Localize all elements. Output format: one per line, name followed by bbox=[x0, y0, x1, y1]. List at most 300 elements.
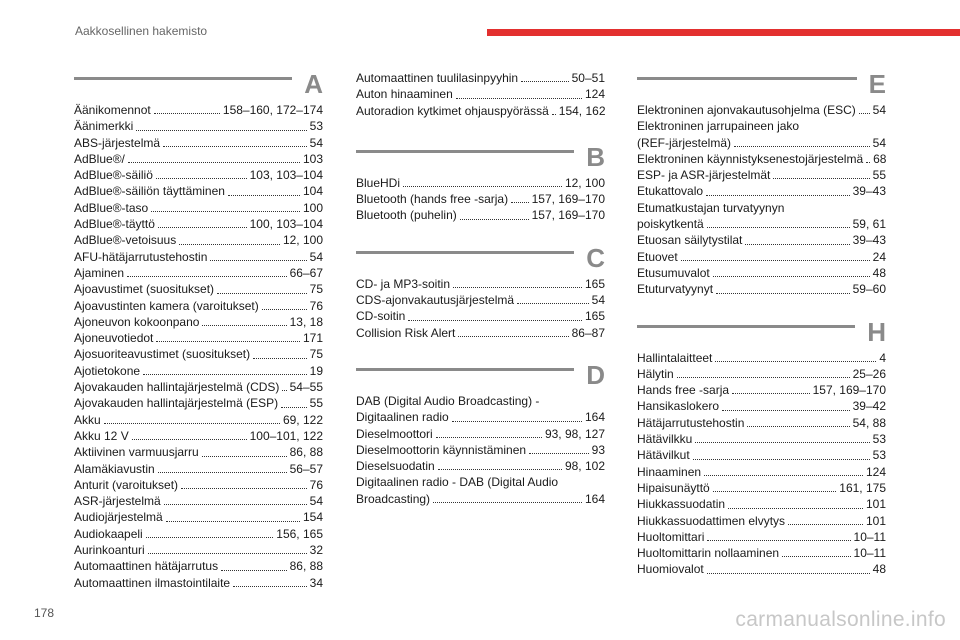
dot-leader bbox=[706, 195, 850, 196]
index-entry-term: Etukattovalo bbox=[637, 184, 704, 199]
index-entry-pages: 154, 162 bbox=[558, 103, 606, 118]
index-entry bbox=[74, 509, 323, 525]
index-entry-pages: 54 bbox=[591, 293, 605, 308]
index-entry-pages: 54 bbox=[309, 249, 323, 264]
index-entry-pages: 54 bbox=[309, 135, 323, 150]
index-entry-term: Ajaminen bbox=[74, 265, 125, 280]
index-entry-term: poiskytkentä bbox=[637, 217, 704, 232]
index-entry bbox=[637, 513, 886, 529]
index-column bbox=[356, 70, 605, 527]
index-entry-row bbox=[74, 249, 323, 265]
index-entry-term: Hipaisunäyttö bbox=[637, 480, 710, 495]
index-entry bbox=[74, 363, 323, 379]
index-entry-pages: 54 bbox=[309, 494, 323, 509]
dot-leader bbox=[253, 358, 307, 359]
index-entry-pages: 68 bbox=[873, 151, 887, 166]
section-heading bbox=[356, 143, 605, 174]
index-entry bbox=[74, 526, 323, 542]
index-entry-term: Bluetooth (puhelin) bbox=[356, 208, 457, 223]
index-section bbox=[356, 70, 605, 119]
index-entry-row bbox=[356, 276, 605, 292]
index-entry-pages: 12, 100 bbox=[564, 175, 605, 190]
index-entry-row bbox=[356, 491, 605, 507]
dot-leader bbox=[127, 276, 287, 277]
index-entry-term: Auton hinaaminen bbox=[356, 87, 453, 102]
index-entry-row bbox=[74, 346, 323, 362]
index-entry bbox=[637, 480, 886, 496]
index-entry-pages: 86–87 bbox=[571, 325, 605, 340]
index-entry-pages: 104 bbox=[302, 184, 323, 199]
index-entry-row bbox=[637, 480, 886, 496]
index-entry bbox=[74, 330, 323, 346]
index-entry-term: Hätäjarrutustehostin bbox=[637, 415, 745, 430]
index-entry-row bbox=[356, 442, 605, 458]
index-entry-row bbox=[74, 232, 323, 248]
dot-leader bbox=[517, 303, 589, 304]
index-entry-pages: 86, 88 bbox=[289, 559, 323, 574]
index-section bbox=[637, 318, 886, 578]
index-entry-row bbox=[637, 496, 886, 512]
index-entry-row bbox=[637, 167, 886, 183]
index-entry-row bbox=[74, 183, 323, 199]
dot-leader bbox=[728, 508, 863, 509]
index-entry-row bbox=[356, 175, 605, 191]
section-rule bbox=[74, 77, 292, 80]
index-entry-pages: 103 bbox=[302, 151, 323, 166]
index-entry-term: Alamäkiavustin bbox=[74, 461, 155, 476]
index-entry-row bbox=[637, 216, 886, 232]
index-entry-pages: 32 bbox=[309, 543, 323, 558]
index-entry-pages: 75 bbox=[309, 347, 323, 362]
index-entry-term: Digitaalinen radio bbox=[356, 410, 449, 425]
section-heading bbox=[74, 70, 323, 101]
index-entry-row bbox=[637, 232, 886, 248]
index-entry-term: AdBlue®/ bbox=[74, 151, 125, 166]
index-entry bbox=[74, 542, 323, 558]
index-entry-row bbox=[74, 477, 323, 493]
index-entry-pages: 54, 88 bbox=[852, 415, 886, 430]
index-entry bbox=[356, 70, 605, 86]
index-entry bbox=[637, 398, 886, 414]
index-entry-row bbox=[637, 249, 886, 265]
index-entry-row bbox=[356, 70, 605, 86]
index-entry-term: AdBlue®-taso bbox=[74, 200, 149, 215]
dot-leader bbox=[715, 361, 876, 362]
dot-leader bbox=[202, 456, 287, 457]
index-entry-term: Huoltomittari bbox=[637, 529, 705, 544]
index-entry-term: Ajoneuvotiedot bbox=[74, 331, 154, 346]
index-entry-pages: 66–67 bbox=[289, 265, 323, 280]
index-entry-term: Hallintalaitteet bbox=[637, 350, 713, 365]
index-entry bbox=[74, 200, 323, 216]
index-entry-row bbox=[637, 350, 886, 366]
index-entry-row bbox=[637, 183, 886, 199]
dot-leader bbox=[163, 146, 307, 147]
index-entry-term: Akku 12 V bbox=[74, 428, 129, 443]
dot-leader bbox=[681, 260, 870, 261]
index-entry-term: Ajosuoriteavustimet (suositukset) bbox=[74, 347, 251, 362]
index-entry-term: Dieselsuodatin bbox=[356, 459, 435, 474]
dot-leader bbox=[202, 325, 286, 326]
dot-leader bbox=[217, 293, 307, 294]
index-entry-row bbox=[356, 103, 605, 119]
index-entry-term: Hinaaminen bbox=[637, 464, 702, 479]
index-entry-term: Etuosan säilytystilat bbox=[637, 233, 743, 248]
dot-leader bbox=[166, 521, 300, 522]
dot-leader bbox=[732, 393, 810, 394]
index-entry-pages: 76 bbox=[309, 298, 323, 313]
dot-leader bbox=[156, 178, 247, 179]
dot-leader bbox=[677, 377, 850, 378]
index-entry-row bbox=[637, 281, 886, 297]
index-entry-term: Etuturvatyynyt bbox=[637, 282, 714, 297]
header-accent-bar bbox=[487, 29, 960, 36]
index-entry-row bbox=[74, 314, 323, 330]
index-entry bbox=[637, 350, 886, 366]
index-entry bbox=[74, 135, 323, 151]
index-entry-row bbox=[74, 167, 323, 183]
index-entry bbox=[356, 103, 605, 119]
index-entry-row bbox=[74, 509, 323, 525]
index-entry bbox=[637, 118, 886, 151]
section-rule bbox=[637, 325, 855, 328]
index-entry bbox=[74, 477, 323, 493]
index-entry-term: Hätävilkut bbox=[637, 448, 690, 463]
dot-leader bbox=[158, 227, 247, 228]
index-entry bbox=[356, 86, 605, 102]
watermark: carmanualsonline.info bbox=[735, 608, 946, 631]
dot-leader bbox=[747, 426, 849, 427]
dot-leader bbox=[403, 186, 562, 187]
dot-leader bbox=[707, 227, 850, 228]
index-section bbox=[356, 244, 605, 341]
index-entry bbox=[74, 575, 323, 591]
index-entry bbox=[356, 458, 605, 474]
index-entry-row bbox=[637, 529, 886, 545]
index-entry-row bbox=[356, 325, 605, 341]
index-entry bbox=[637, 366, 886, 382]
index-entry bbox=[74, 281, 323, 297]
index-entry-term: Autoradion kytkimet ohjauspyörässä bbox=[356, 103, 549, 118]
index-entry-pages: 171 bbox=[302, 331, 323, 346]
index-entry-pages: 54 bbox=[872, 135, 886, 150]
index-entry-pages: 86, 88 bbox=[289, 445, 323, 460]
index-entry-row bbox=[637, 513, 886, 529]
dot-leader bbox=[707, 573, 870, 574]
section-rule bbox=[356, 251, 574, 254]
index-entry-term: Collision Risk Alert bbox=[356, 325, 456, 340]
index-entry bbox=[637, 151, 886, 167]
index-entry bbox=[637, 265, 886, 281]
index-entry bbox=[637, 545, 886, 561]
index-section bbox=[356, 361, 605, 507]
dot-leader bbox=[179, 244, 280, 245]
dot-leader bbox=[281, 407, 307, 408]
index-entry-row bbox=[74, 118, 323, 134]
dot-leader bbox=[782, 556, 850, 557]
dot-leader bbox=[453, 287, 582, 288]
dot-leader bbox=[866, 162, 870, 163]
dot-leader bbox=[511, 202, 529, 203]
index-entry-term: Ajotietokone bbox=[74, 363, 141, 378]
index-entry-pages: 19 bbox=[309, 363, 323, 378]
index-entry-term: Äänimerkki bbox=[74, 119, 134, 134]
index-column bbox=[637, 70, 886, 598]
index-entry-term: Akku bbox=[74, 412, 101, 427]
index-entry-pages: 165 bbox=[584, 309, 605, 324]
index-entry-term: BlueHDi bbox=[356, 175, 401, 190]
index-entry bbox=[637, 431, 886, 447]
index-entry-term: AdBlue®-säiliö bbox=[74, 168, 153, 183]
index-entry-pages: 59–60 bbox=[852, 282, 886, 297]
dot-leader bbox=[151, 211, 300, 212]
index-entry bbox=[356, 191, 605, 207]
index-entry-term: CDS-ajonvakautusjärjestelmä bbox=[356, 293, 515, 308]
index-entry-term: Äänikomennot bbox=[74, 103, 151, 117]
index-entry-row bbox=[74, 542, 323, 558]
index-entry-pages: 55 bbox=[309, 396, 323, 411]
index-entry-pages: 54 bbox=[872, 103, 886, 117]
dot-leader bbox=[713, 276, 870, 277]
index-entry-term: Aurinkoanturi bbox=[74, 543, 145, 558]
index-entry-pages: 93, 98, 127 bbox=[544, 426, 605, 441]
index-entry bbox=[74, 102, 323, 118]
index-entry bbox=[356, 474, 605, 507]
dot-leader bbox=[154, 113, 220, 114]
index-entry-pages: 93 bbox=[591, 442, 605, 457]
index-entry-pages: 55 bbox=[872, 168, 886, 183]
index-entry-row bbox=[74, 412, 323, 428]
index-section bbox=[356, 143, 605, 224]
index-entry-pages: 75 bbox=[309, 282, 323, 297]
index-entry-term: Etusumuvalot bbox=[637, 265, 710, 280]
index-section bbox=[637, 70, 886, 298]
index-entry bbox=[356, 308, 605, 324]
index-entry-pages: 10–11 bbox=[853, 529, 886, 544]
index-entry-term: Audiojärjestelmä bbox=[74, 510, 163, 525]
index-entry-term: Broadcasting) bbox=[356, 491, 431, 506]
section-rule bbox=[637, 77, 857, 80]
index-entry bbox=[637, 529, 886, 545]
index-entry-row bbox=[74, 265, 323, 281]
index-entry-term: Ajoavustinten kamera (varoitukset) bbox=[74, 298, 259, 313]
dot-leader bbox=[104, 423, 280, 424]
index-entry-row bbox=[637, 102, 886, 118]
dot-leader bbox=[233, 586, 307, 587]
index-entry-term: Elektroninen ajonvakautusohjelma (ESC) bbox=[637, 103, 856, 117]
index-entry bbox=[637, 415, 886, 431]
dot-leader bbox=[282, 390, 286, 391]
index-section bbox=[74, 70, 323, 591]
dot-leader bbox=[788, 524, 863, 525]
index-entry bbox=[74, 298, 323, 314]
dot-leader bbox=[458, 336, 568, 337]
index-entry-row bbox=[74, 379, 323, 395]
dot-leader bbox=[456, 98, 582, 99]
index-entry-row bbox=[74, 281, 323, 297]
index-entry-pages: 164 bbox=[584, 410, 605, 425]
index-entry-row bbox=[74, 428, 323, 444]
index-entry-term: ASR-järjestelmä bbox=[74, 494, 161, 509]
index-entry-row bbox=[356, 292, 605, 308]
index-entry-row bbox=[74, 395, 323, 411]
section-letter: B bbox=[586, 141, 605, 172]
dot-leader bbox=[438, 469, 562, 470]
index-entry-term: Hälytin bbox=[637, 366, 674, 381]
dot-leader bbox=[460, 219, 529, 220]
index-entry-term: Anturit (varoitukset) bbox=[74, 477, 179, 492]
index-entry bbox=[356, 325, 605, 341]
index-entry-term: AdBlue®-täyttö bbox=[74, 217, 155, 232]
index-entry-term: AdBlue®-säiliön täyttäminen bbox=[74, 184, 225, 199]
index-entry-term: Elektroninen käynnistyksenestojärjestelmä bbox=[637, 151, 864, 166]
dot-leader bbox=[745, 244, 849, 245]
index-entry-pages: 48 bbox=[872, 562, 886, 577]
index-entry bbox=[637, 561, 886, 577]
index-entry-term: CD- ja MP3-soitin bbox=[356, 276, 451, 291]
section-letter: E bbox=[868, 69, 886, 99]
index-entry-row bbox=[74, 330, 323, 346]
index-entry-term-line: Etumatkustajan turvatyynyn bbox=[637, 200, 785, 215]
index-entry-row bbox=[74, 135, 323, 151]
index-entry-row bbox=[356, 458, 605, 474]
index-entry-pages: 157, 169–170 bbox=[531, 208, 605, 223]
index-entry-row bbox=[637, 398, 886, 414]
index-entry-term: Huomiovalot bbox=[637, 562, 704, 577]
index-entry-row bbox=[74, 526, 323, 542]
index-entry bbox=[637, 382, 886, 398]
dot-leader bbox=[228, 195, 300, 196]
index-entry bbox=[637, 200, 886, 233]
index-entry-term: Dieselmoottori bbox=[356, 426, 433, 441]
index-entry bbox=[356, 393, 605, 426]
index-entry bbox=[74, 314, 323, 330]
index-entry-pages: 100, 103–104 bbox=[249, 217, 323, 232]
index-entry-term: CD-soitin bbox=[356, 309, 406, 324]
index-entry-pages: 53 bbox=[872, 448, 886, 463]
index-entry-term: Audiokaapeli bbox=[74, 526, 143, 541]
index-entry-term: Automaattinen tuulilasinpyyhin bbox=[356, 71, 519, 85]
index-entry-pages: 48 bbox=[872, 265, 886, 280]
index-entry-term: Huoltomittarin nollaaminen bbox=[637, 546, 780, 561]
index-entry bbox=[74, 183, 323, 199]
index-entry bbox=[74, 444, 323, 460]
dot-leader bbox=[221, 570, 287, 571]
index-entry-pages: 69, 122 bbox=[282, 412, 323, 427]
index-entry bbox=[637, 447, 886, 463]
index-entry-row bbox=[637, 382, 886, 398]
index-entry bbox=[74, 395, 323, 411]
index-entry-pages: 158–160, 172–174 bbox=[222, 103, 323, 117]
index-entry-term: Hansikaslokero bbox=[637, 399, 720, 414]
index-entry bbox=[74, 265, 323, 281]
section-heading bbox=[356, 244, 605, 275]
index-entry bbox=[74, 558, 323, 574]
section-heading bbox=[637, 318, 886, 349]
index-entry bbox=[74, 249, 323, 265]
dot-leader bbox=[521, 81, 569, 82]
index-entry-term: Automaattinen hätäjarrutus bbox=[74, 559, 219, 574]
dot-leader bbox=[262, 309, 307, 310]
index-entry bbox=[637, 464, 886, 480]
index-entry-pages: 124 bbox=[865, 464, 886, 479]
index-entry-pages: 12, 100 bbox=[282, 233, 323, 248]
index-entry bbox=[356, 426, 605, 442]
index-entry bbox=[637, 167, 886, 183]
index-entry-pages: 25–26 bbox=[852, 366, 886, 381]
index-entry-term: Hiukkassuodatin bbox=[637, 497, 726, 512]
index-entry-row bbox=[74, 493, 323, 509]
index-entry-term: Automaattinen ilmastointilaite bbox=[74, 575, 231, 590]
index-entry bbox=[356, 175, 605, 191]
index-entry bbox=[637, 102, 886, 118]
section-letter: A bbox=[304, 69, 323, 99]
index-entry-term-line: Elektroninen jarrupaineen jako bbox=[637, 119, 800, 134]
index-entry-row bbox=[356, 426, 605, 442]
dot-leader bbox=[158, 472, 287, 473]
dot-leader bbox=[146, 537, 274, 538]
dot-leader bbox=[722, 410, 850, 411]
index-entry-pages: 98, 102 bbox=[564, 459, 605, 474]
index-entry-row bbox=[637, 545, 886, 561]
index-entry-pages: 59, 61 bbox=[852, 217, 886, 232]
index-entry-term: Dieselmoottorin käynnistäminen bbox=[356, 442, 527, 457]
index-entry-term: Bluetooth (hands free -sarja) bbox=[356, 192, 509, 207]
index-entry bbox=[356, 442, 605, 458]
index-entry bbox=[637, 281, 886, 297]
dot-leader bbox=[408, 320, 582, 321]
dot-leader bbox=[136, 130, 306, 131]
section-heading bbox=[356, 361, 605, 392]
index-entry bbox=[74, 167, 323, 183]
index-entry-pages: 39–42 bbox=[852, 399, 886, 414]
dot-leader bbox=[156, 341, 300, 342]
index-entry-pages: 56–57 bbox=[289, 461, 323, 476]
index-entry-pages: 53 bbox=[872, 432, 886, 447]
index-entry-pages: 10–11 bbox=[853, 546, 886, 561]
index-entry bbox=[74, 118, 323, 134]
index-entry-term: Hiukkassuodattimen elvytys bbox=[637, 513, 786, 528]
index-entry-pages: 161, 175 bbox=[839, 480, 886, 495]
index-entry-pages: 100 bbox=[302, 200, 323, 215]
index-entry-row bbox=[74, 151, 323, 167]
dot-leader bbox=[859, 113, 870, 114]
index-entry-row bbox=[74, 575, 323, 591]
dot-leader bbox=[164, 504, 307, 505]
running-header: Aakkosellinen hakemisto bbox=[75, 24, 208, 38]
page-number: 178 bbox=[34, 606, 55, 620]
index-entry-pages: 165 bbox=[584, 276, 605, 291]
index-entry-term: Ajoavustimet (suositukset) bbox=[74, 282, 215, 297]
index-entry-pages: 103, 103–104 bbox=[249, 168, 323, 183]
index-entry-row bbox=[637, 415, 886, 431]
index-entry-pages: 39–43 bbox=[852, 233, 886, 248]
index-entry-term-line: Digitaalinen radio - DAB (Digital Audio bbox=[356, 475, 559, 490]
index-entry-row bbox=[637, 135, 886, 151]
index-entry bbox=[74, 232, 323, 248]
index-entry-row bbox=[356, 191, 605, 207]
index-entry bbox=[74, 493, 323, 509]
dot-leader bbox=[433, 502, 582, 503]
dot-leader bbox=[713, 491, 837, 492]
index-entry-term: AFU-hätäjarrutustehostin bbox=[74, 249, 208, 264]
index-entry-pages: 34 bbox=[309, 575, 323, 590]
index-entry bbox=[356, 207, 605, 223]
dot-leader bbox=[773, 178, 869, 179]
dot-leader bbox=[716, 293, 850, 294]
index-entry bbox=[637, 249, 886, 265]
index-entry-pages: 157, 169–170 bbox=[531, 192, 605, 207]
